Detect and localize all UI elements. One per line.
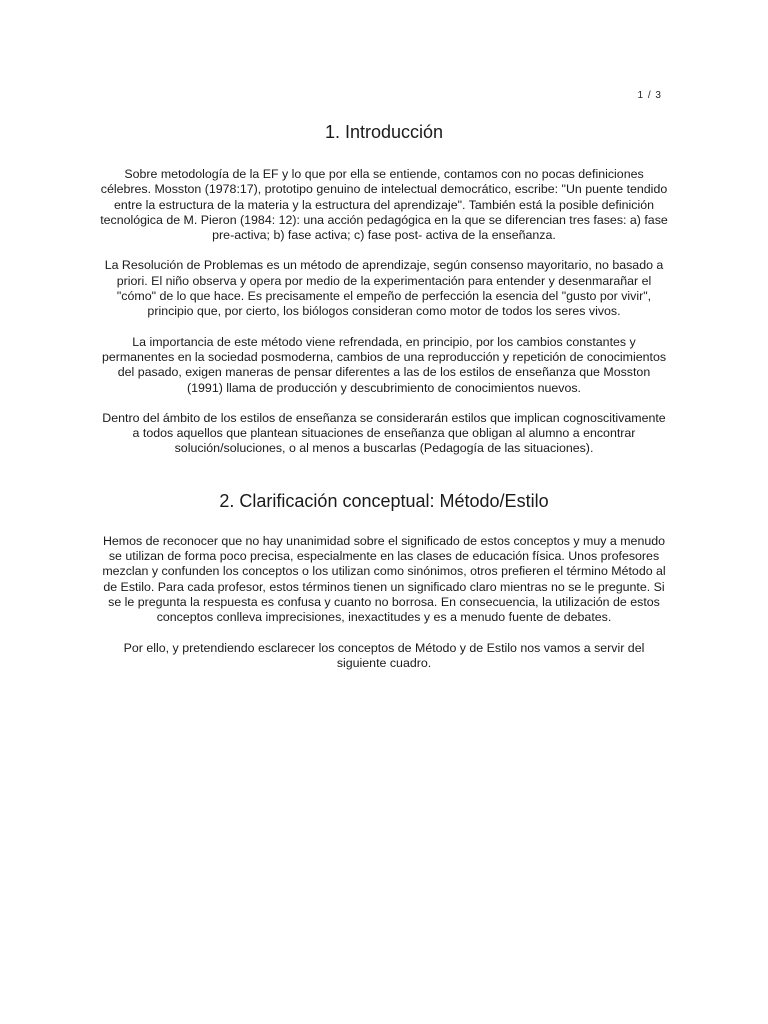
page-number: 1 / 3 bbox=[637, 90, 662, 101]
paragraph: Por ello, y pretendiendo esclarecer los conceptos de Método y de Estilo nos vamos a servir del siguiente cuadro. bbox=[123, 640, 645, 670]
section-title-introduccion: 1. Introducción bbox=[324, 122, 444, 142]
paragraph: La importancia de este método viene refrendada, en principio, por los cambios constantes y permanentes en la sociedad posmoderna, cambios de una reproducción y repetición de conocimientos del pasado, exigen maneras de pensar diferentes a las de los estilos de enseñanza que Mosston (1991) llama de producción y descubrimiento de conocimientos nuevos. bbox=[101, 334, 667, 395]
paragraph: Sobre metodología de la EF y lo que por ella se entiende, contamos con no pocas definiciones célebres. Mosston (1978:17), prototipo genuino de intelectual democrático, escribe: "Un puente tendido entre la estructura de la materia y la estructura del aprendizaje". También está la posible definición tecnológica de M. Pieron (1984: 12): una acción pedagógica en la que se diferencian tres fases: a) fase pre-activa; b) fase activa; c) fase post- activa de la enseñanza. bbox=[100, 167, 668, 243]
paragraph: Hemos de reconocer que no hay unanimidad sobre el significado de estos conceptos y muy a menudo se utilizan de forma poco precisa, especialmente en las clases de educación física. Unos profesores mezclan y confunden los conceptos o los utilizan como sinónimos, otros prefieren el término Método al de Estilo. Para cada profesor, estos términos tienen un significado claro mientras no se le pregunte. Si se le pregunta la respuesta es confusa y cuanto no borrosa. En consecuencia, la utilización de estos conceptos conlleva imprecisiones, inexactitudes y es a menudo fuente de debates. bbox=[102, 533, 666, 625]
section-title-clarificacion: 2. Clarificación conceptual: Método/Estilo bbox=[219, 490, 549, 511]
paragraph: La Resolución de Problemas es un método de aprendizaje, según consenso mayoritario, no basado a priori. El niño observa y opera por medio de la experimentación para entender y desenmarañar el "cómo" de lo que hace. Es precisamente el empeño de perfección la esencia del "gusto por vivir", principio que, por cierto, los biólogos consideran como motor de todos los seres vivos. bbox=[104, 258, 664, 319]
paragraph: Dentro del ámbito de los estilos de enseñanza se considerarán estilos que implican cognoscitivamente a todos aquellos que plantean situaciones de enseñanza que obligan al alumno a encontrar solución/soluciones, o al menos a buscarlas (Pedagogía de las situaciones). bbox=[102, 410, 666, 456]
document-body bbox=[100, 120, 668, 686]
